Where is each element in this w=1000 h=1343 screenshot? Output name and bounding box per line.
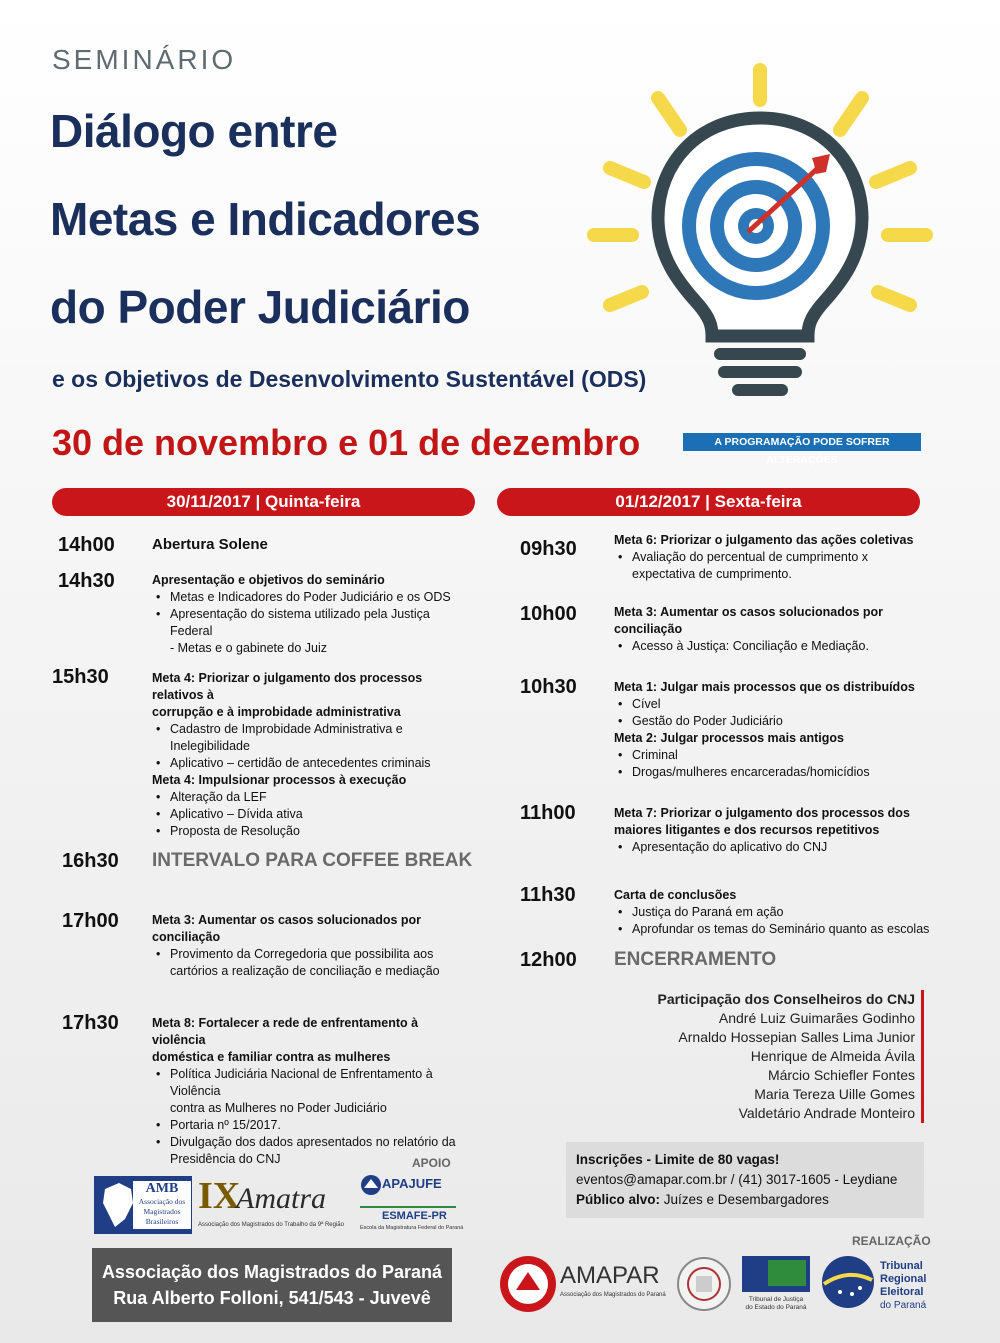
apoio-label: APOIO xyxy=(412,1156,451,1170)
title-line-1: Diálogo entre xyxy=(50,105,338,157)
bullet-text: Divulgação dos dados apresentados no relatório da xyxy=(170,1135,456,1149)
d2-session-1100 xyxy=(614,805,934,856)
session-title: Meta 2: Julgar processos mais antigos xyxy=(614,731,844,745)
bullet-item: • Cadastro de Improbidade Administrativa e Inelegibilidade xyxy=(170,721,474,755)
lightbulb-target-icon xyxy=(580,60,940,420)
tjpr-logo-mark xyxy=(742,1256,810,1292)
amatra-sub: Associação dos Magistrados do Trabalho da 9ª Região xyxy=(198,1222,344,1228)
tre-line: Tribunal xyxy=(880,1260,923,1272)
session-title: Meta 3: Aumentar os casos solucionados por xyxy=(614,605,884,619)
bullet-text: expectativa de cumprimento. xyxy=(632,567,792,581)
d1-time-1400: 14h00 xyxy=(58,534,115,556)
bullet-item: • Drogas/mulheres encarceradas/homicídios xyxy=(632,764,934,781)
bullet-item: • Portaria nº 15/2017. xyxy=(170,1117,474,1134)
tre-line: Regional xyxy=(880,1273,927,1285)
amb-sub: Magistrados xyxy=(143,1207,181,1216)
d2-session-1000 xyxy=(614,604,934,655)
bullet-text: Provimento da Corregedoria que possibilita aos xyxy=(170,947,434,961)
bullet-text: cartórios a realização de conciliação e mediação xyxy=(170,964,440,978)
registration-box xyxy=(566,1142,924,1218)
bullet-item xyxy=(632,549,934,583)
d1-session-1530 xyxy=(152,670,474,840)
d1-time-1530: 15h30 xyxy=(52,666,109,688)
session-title: Meta 6: Priorizar o julgamento das ações coletivas xyxy=(614,533,914,547)
bullet-item: • Apresentação do aplicativo do CNJ xyxy=(632,839,934,856)
councillor-name: Valdetário Andrade Monteiro xyxy=(738,1105,915,1121)
apajufe-esmafe-logo xyxy=(360,1172,464,1236)
apajufe-emblem-icon xyxy=(360,1174,382,1196)
amapar-seal-icon xyxy=(498,1254,558,1314)
session-title: Meta 7: Priorizar o julgamento dos processos dos xyxy=(614,806,910,820)
d2-encerramento: ENCERRAMENTO xyxy=(614,949,777,970)
d2-time-0930: 09h30 xyxy=(520,538,577,560)
amapar-name: AMAPAR xyxy=(560,1262,660,1289)
bullet-text: Política Judiciária Nacional de Enfrentamento à Violência xyxy=(170,1067,433,1098)
session-title: Meta 4: Impulsionar processos à execução xyxy=(152,773,407,787)
d2-time-1200: 12h00 xyxy=(520,949,577,971)
cnj-councillors xyxy=(615,990,924,1123)
tjpr-line: do Estado do Paraná xyxy=(745,1304,807,1311)
amb-name: AMB xyxy=(145,1181,179,1196)
esmafe-sub: Escola da Magistratura Federal do Paraná xyxy=(360,1225,464,1231)
tjpr-name xyxy=(736,1296,816,1312)
emap-seal-icon xyxy=(676,1256,732,1312)
bullet-item: • Aplicativo – certidão de antecedentes criminais xyxy=(170,755,474,772)
tre-globe-icon xyxy=(820,1254,876,1310)
esmafe-name: ESMAFE-PR xyxy=(382,1210,447,1222)
bullet-item: • Proposta de Resolução xyxy=(170,823,474,840)
bullet-item xyxy=(170,606,474,657)
address-box xyxy=(92,1248,452,1322)
d2-time-1000: 10h00 xyxy=(520,603,577,625)
bullet-item: • Cível xyxy=(632,696,934,713)
bullet-item xyxy=(170,1066,474,1117)
address-org: Associação dos Magistrados do Paraná xyxy=(101,1262,443,1282)
session-title: doméstica e familiar contra as mulheres xyxy=(152,1050,391,1064)
audience-value: Juízes e Desembargadores xyxy=(663,1192,829,1207)
session-title: Meta 3: Aumentar os casos solucionados por conciliação xyxy=(152,913,422,944)
councillor-name: Márcio Schiefler Fontes xyxy=(767,1067,915,1083)
d2-time-1130: 11h30 xyxy=(520,884,576,906)
apajufe-name: APAJUFE xyxy=(382,1176,442,1191)
session-title: corrupção e à improbidade administrativa xyxy=(152,705,401,719)
subtitle: e os Objetivos de Desenvolvimento Sustentável (ODS) xyxy=(52,366,647,392)
bullet-item: • Acesso à Justiça: Conciliação e Mediação. xyxy=(632,638,934,655)
d1-coffee-break: INTERVALO PARA COFFEE BREAK xyxy=(152,850,473,871)
bullet-item xyxy=(170,946,474,980)
bullet-item: • Justiça do Paraná em ação xyxy=(632,904,934,921)
bullet-item: • Aprofundar os temas do Seminário quanto as escolas xyxy=(632,921,934,938)
amatra-name: Amatra xyxy=(236,1182,326,1215)
bullet-item: • Gestão do Poder Judiciário xyxy=(632,713,934,730)
amatra-roman: IX xyxy=(198,1175,241,1217)
tre-line: do Paraná xyxy=(880,1300,927,1311)
d1-time-1700: 17h00 xyxy=(62,910,119,932)
tre-line: Eleitoral xyxy=(880,1286,924,1298)
d2-session-1030 xyxy=(614,679,934,781)
amatra-logo xyxy=(198,1174,354,1232)
councillor-name: Arnaldo Hossepian Salles Lima Junior xyxy=(678,1029,915,1045)
kicker: SEMINÁRIO xyxy=(52,44,237,75)
councillor-name: Henrique de Almeida Ávila xyxy=(750,1048,915,1064)
address-street: Rua Alberto Folloni, 541/543 - Juvevê xyxy=(113,1288,431,1308)
amb-logo xyxy=(94,1176,192,1234)
d1-time-1730: 17h30 xyxy=(62,1012,119,1034)
d2-session-0930 xyxy=(614,532,934,583)
amapar-sub: Associação dos Magistrados do Paraná xyxy=(560,1292,666,1298)
brazil-map-icon xyxy=(97,1179,137,1231)
d2-time-1030: 10h30 xyxy=(520,676,577,698)
session-title: conciliação xyxy=(614,622,683,636)
session-title: Carta de conclusões xyxy=(614,888,737,902)
councillors-heading: Participação dos Conselheiros do CNJ xyxy=(657,991,915,1007)
bullet-text: Avaliação do percentual de cumprimento x xyxy=(632,550,869,564)
bullet-item: • Criminal xyxy=(632,747,934,764)
councillor-name: Maria Tereza Uille Gomes xyxy=(754,1086,915,1102)
session-title: maiores litigantes e dos recursos repetitivos xyxy=(614,823,880,837)
d2-time-1100: 11h00 xyxy=(520,802,576,824)
title-line-3: do Poder Judiciário xyxy=(50,281,470,333)
amb-sub: Brasileiros xyxy=(145,1217,179,1226)
d1-session-1700 xyxy=(152,912,474,980)
bullet-text: Presidência do CNJ xyxy=(170,1152,281,1166)
d1-time-1630: 16h30 xyxy=(62,850,119,872)
tjpr-line: Tribunal de Justiça xyxy=(748,1296,804,1303)
amb-sub: Associação dos xyxy=(138,1197,186,1206)
councillor-name: André Luiz Guimarães Godinho xyxy=(718,1010,915,1026)
day1-header: 30/11/2017 | Quinta-feira xyxy=(52,488,475,516)
registration-contact[interactable]: eventos@amapar.com.br / (41) 3017-1605 - Leydiane xyxy=(576,1172,898,1187)
bullet-item: • Metas e Indicadores do Poder Judiciário e os ODS xyxy=(170,589,474,606)
bullet-item: • Alteração da LEF xyxy=(170,789,474,806)
realizacao-label: REALIZAÇÃO xyxy=(852,1234,931,1248)
session-title: Meta 1: Julgar mais processos que os distribuídos xyxy=(614,680,915,694)
day2-header: 01/12/2017 | Sexta-feira xyxy=(497,488,920,516)
d2-session-1130 xyxy=(614,887,934,938)
schedule-notice-badge: A PROGRAMAÇÃO PODE SOFRER ALTERAÇÕES xyxy=(683,433,921,451)
target-audience xyxy=(576,1190,914,1210)
session-title: Meta 4: Priorizar o julgamento dos processos relativos à xyxy=(152,671,423,702)
tre-name xyxy=(880,1260,926,1312)
audience-label: Público alvo: xyxy=(576,1192,661,1207)
d1-time-1430: 14h30 xyxy=(58,570,115,592)
registration-limit: Inscrições - Limite de 80 vagas! xyxy=(576,1152,780,1167)
bullet-text: contra as Mulheres no Poder Judiciário xyxy=(170,1101,387,1115)
bullet-text: Apresentação do sistema utilizado pela Justiça Federal xyxy=(170,607,430,638)
d1-abertura-solene: Abertura Solene xyxy=(152,536,268,553)
bullet-item: • Aplicativo – Dívida ativa xyxy=(170,806,474,823)
event-dates: 30 de novembro e 01 de dezembro xyxy=(52,422,641,463)
d1-session-1730 xyxy=(152,1015,474,1168)
session-title: Meta 8: Fortalecer a rede de enfrentamento à violência xyxy=(152,1016,419,1047)
d1-session-1430 xyxy=(152,572,474,657)
title-line-2: Metas e Indicadores xyxy=(50,193,481,245)
bullet-text: - Metas e o gabinete do Juiz xyxy=(170,641,328,655)
session-title: Apresentação e objetivos do seminário xyxy=(152,573,385,587)
